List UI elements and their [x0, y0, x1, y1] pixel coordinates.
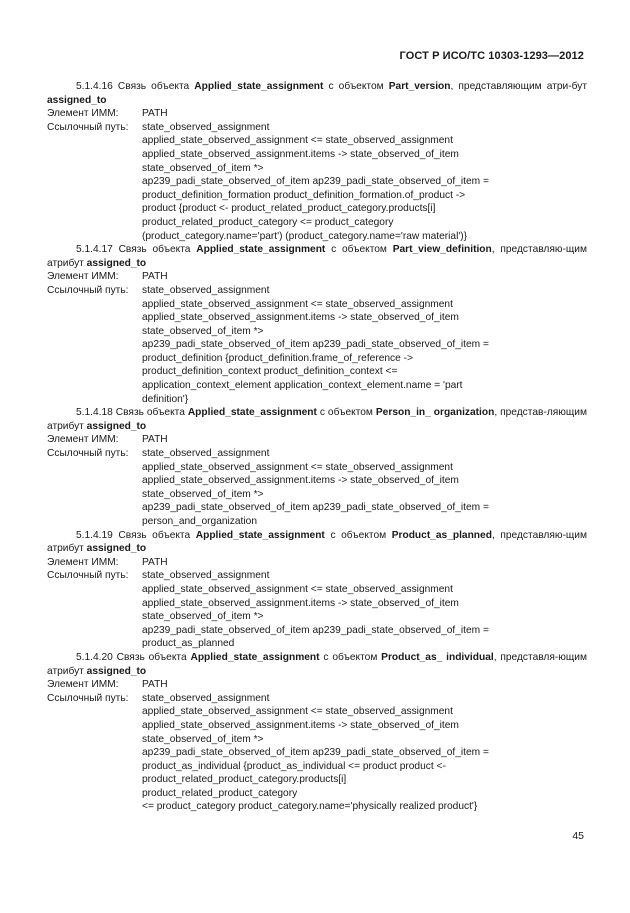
path-line: state_observed_of_item *> [142, 162, 264, 174]
document-body [47, 80, 587, 814]
heading-tail: , представля- [493, 651, 559, 663]
imm-element-row [47, 107, 587, 121]
section-heading [47, 529, 587, 556]
path-line: applied_state_observed_assignment <= state_observed_assignment [142, 583, 453, 595]
imm-label: Элемент ИММ: [47, 434, 119, 446]
section-heading [47, 80, 587, 107]
heading-wrap: щим атрибут [47, 529, 587, 555]
reference-path-row [47, 569, 587, 583]
path-line: state_observed_assignment [142, 448, 270, 460]
mapping-section [47, 651, 587, 814]
path-line: product_related_product_category.products[i] [142, 774, 347, 786]
path-line: product_definition_formation product_definition_formation.of_product -> [142, 189, 466, 201]
attribute-name: assigned_to [86, 543, 147, 555]
imm-element-row [47, 433, 587, 447]
imm-label: Элемент ИММ: [47, 679, 119, 691]
path-line: product_definition {product_definition.frame_of_reference -> [142, 352, 413, 364]
heading-tail: , представляю- [491, 244, 566, 256]
path-line: state_observed_assignment [142, 121, 270, 133]
path-line: applied_state_observed_assignment.items -> state_observed_of_item [142, 148, 459, 160]
reference-path-row [47, 692, 587, 706]
path-line: application_context_element application_context_element.name = 'part [142, 380, 463, 392]
path-line: ap239_padi_state_observed_of_item ap239_padi_state_observed_of_item = [142, 747, 489, 759]
mapping-section [47, 406, 587, 528]
path-line: ap239_padi_state_observed_of_item ap239_padi_state_observed_of_item = [142, 176, 489, 188]
heading-wrap: бут [571, 81, 587, 92]
target-entity: Product_as_planned [391, 529, 492, 541]
section-heading [47, 651, 587, 678]
path-line: (product_category.name='part') (product_category.name='raw material')} [142, 230, 468, 242]
page-number: 45 [572, 830, 584, 842]
imm-element-row [47, 556, 587, 570]
imm-value: PATH [142, 108, 168, 120]
path-line: state_observed_of_item *> [142, 325, 264, 337]
path-line: applied_state_observed_assignment <= state_observed_assignment [142, 706, 453, 718]
page-header: ГОСТ Р ИСО/ТС 10303-1293—2012 [399, 50, 584, 62]
path-line: state_observed_assignment [142, 570, 270, 582]
reference-path-row [47, 447, 587, 461]
target-entity: Product_as_ individual [381, 651, 494, 663]
heading-wrap: ющим атрибут [47, 651, 587, 677]
reference-path-label: Ссылочный путь: [47, 692, 129, 704]
imm-value: PATH [142, 679, 168, 691]
heading-intro: 5.1.4.16 Связь объекта [76, 81, 195, 92]
attribute-name: assigned_to [86, 420, 147, 432]
path-line: product_as_individual {product_as_individual <= product product <- [142, 760, 446, 772]
path-line: applied_state_observed_assignment <= state_observed_assignment [142, 135, 453, 147]
path-line: applied_state_observed_assignment.items -> state_observed_of_item [142, 475, 459, 487]
heading-tail: , представ- [494, 407, 547, 419]
imm-label: Элемент ИММ: [47, 108, 119, 120]
heading-connector: с объектом [325, 244, 393, 256]
attribute-name: assigned_to [86, 665, 147, 677]
path-line: state_observed_of_item *> [142, 611, 264, 623]
mapping-section [47, 529, 587, 651]
reference-path-label: Ссылочный путь: [47, 448, 129, 460]
path-line: product_related_product_category [142, 787, 298, 799]
entity-name: Applied_state_assignment [195, 529, 325, 541]
path-line: applied_state_observed_assignment <= state_observed_assignment [142, 461, 453, 473]
mapping-section [47, 243, 587, 406]
path-line: state_observed_assignment [142, 284, 270, 296]
path-line: ap239_padi_state_observed_of_item ap239_padi_state_observed_of_item = [142, 502, 489, 514]
path-line: person_and_organization [142, 516, 257, 527]
heading-tail: , представляю- [491, 529, 566, 541]
imm-label: Элемент ИММ: [47, 271, 119, 283]
heading-intro: 5.1.4.17 Связь объекта [76, 244, 197, 256]
target-entity: Person_in_ organization [375, 407, 495, 419]
heading-intro: 5.1.4.19 Связь объекта [76, 529, 196, 541]
mapping-section [47, 80, 587, 243]
attribute-name: assigned_to [86, 257, 147, 269]
entity-name: Applied_state_assignment [190, 651, 320, 663]
path-line: product {product <- product_related_product_category.products[i] [142, 203, 436, 215]
heading-connector: с объектом [319, 651, 382, 663]
entity-name: Applied_state_assignment [196, 244, 326, 256]
imm-element-row [47, 678, 587, 692]
path-line: product_as_planned [142, 638, 235, 650]
heading-wrap: щим атрибут [47, 244, 587, 269]
imm-value: PATH [142, 271, 168, 283]
section-heading [47, 406, 587, 433]
attribute-name: assigned_to [47, 94, 107, 106]
path-line: applied_state_observed_assignment <= state_observed_assignment [142, 298, 453, 310]
imm-value: PATH [142, 556, 168, 568]
reference-path-label: Ссылочный путь: [47, 121, 129, 133]
heading-connector: с объектом [323, 81, 389, 92]
imm-value: PATH [142, 434, 168, 446]
heading-connector: с объектом [324, 529, 392, 541]
path-line: product_related_product_category <= product_category [142, 216, 394, 228]
path-line: applied_state_observed_assignment.items -> state_observed_of_item [142, 312, 459, 324]
path-line: applied_state_observed_assignment.items -> state_observed_of_item [142, 597, 459, 609]
reference-path-label: Ссылочный путь: [47, 570, 129, 582]
section-heading [47, 243, 587, 270]
heading-intro: 5.1.4.18 Связь объекта [76, 407, 188, 419]
heading-tail: , представляющим атри- [450, 81, 572, 92]
reference-path-label: Ссылочный путь: [47, 284, 129, 296]
heading-wrap: ляющим атрибут [47, 407, 587, 432]
imm-label: Элемент ИММ: [47, 556, 119, 568]
path-line: state_observed_assignment [142, 692, 270, 704]
path-line: state_observed_of_item *> [142, 488, 264, 500]
path-line: <= product_category product_category.name='physically realized product'} [142, 801, 478, 813]
reference-path-row [47, 121, 587, 135]
entity-name: Applied_state_assignment [187, 407, 317, 419]
heading-connector: с объектом [316, 407, 376, 419]
entity-name: Applied_state_assignment [194, 81, 324, 92]
path-line: product_definition_context product_definition_context <= [142, 366, 398, 378]
path-line: applied_state_observed_assignment.items -> state_observed_of_item [142, 719, 459, 731]
path-line: state_observed_of_item *> [142, 733, 264, 745]
path-line: ap239_padi_state_observed_of_item ap239_padi_state_observed_of_item = [142, 339, 489, 351]
heading-intro: 5.1.4.20 Связь объекта [76, 651, 191, 663]
imm-element-row [47, 270, 587, 284]
path-line: ap239_padi_state_observed_of_item ap239_padi_state_observed_of_item = [142, 624, 489, 636]
reference-path-row [47, 284, 587, 298]
path-line: definition'} [142, 393, 189, 405]
target-entity: Part_view_definition [392, 244, 492, 256]
target-entity: Part_version [388, 81, 451, 92]
